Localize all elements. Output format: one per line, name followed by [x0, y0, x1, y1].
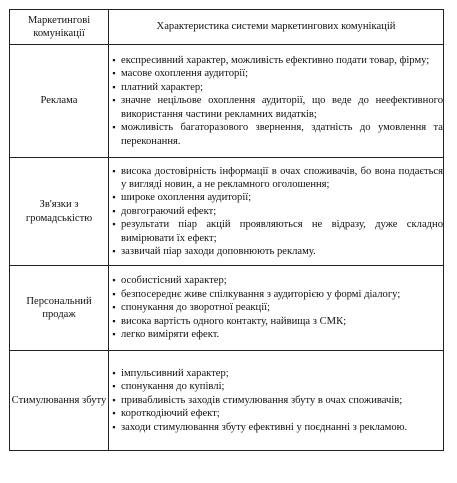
- list-item: [109, 380, 443, 393]
- list-item: [109, 367, 443, 380]
- characteristics-cell: [109, 45, 444, 158]
- list-item: [109, 394, 443, 407]
- square-bullet-icon: ▪: [112, 275, 116, 286]
- table-row: [10, 351, 444, 451]
- list-item-text: зазвичай піар заходи доповнюють рекламу.: [121, 246, 316, 258]
- list-item-text: довгограючий ефект;: [121, 205, 217, 217]
- list-item: [109, 165, 443, 192]
- list-item-text: безпосереднє живе спілкування з аудиторією у формі діалогу;: [121, 288, 401, 300]
- characteristics-cell: [109, 158, 444, 266]
- communication-type-cell: Стимулювання збуту: [10, 351, 109, 451]
- square-bullet-icon: ▪: [112, 329, 116, 340]
- square-bullet-icon: ▪: [112, 55, 116, 66]
- list-item: [109, 421, 443, 434]
- list-item-text: платний характер;: [121, 81, 204, 93]
- list-item-text: легко виміряти ефект.: [121, 329, 220, 341]
- list-item-text: привабливість заходів стимулювання збуту в очах споживачів;: [121, 394, 403, 406]
- list-item: [109, 67, 443, 80]
- list-item-text: значне нецільове охоплення аудиторії, що веде до неефективного використання частини рекламних видатків;: [121, 95, 443, 120]
- list-item: [109, 245, 443, 258]
- list-item-text: експресивний характер, можливість ефективно подати товар, фірму;: [121, 55, 430, 67]
- header-col-communications: Маркетингові комунікації: [10, 10, 109, 45]
- table-row: [10, 158, 444, 266]
- list-item: [109, 288, 443, 301]
- characteristics-cell: [109, 266, 444, 351]
- square-bullet-icon: ▪: [112, 394, 116, 405]
- table-row: [10, 266, 444, 351]
- marketing-communications-table: [9, 9, 444, 451]
- list-item-text: масове охоплення аудиторії;: [121, 68, 249, 80]
- square-bullet-icon: ▪: [112, 192, 116, 203]
- list-item-text: можливість багаторазового звернення, здатність до умовлення та переконання.: [121, 122, 443, 147]
- square-bullet-icon: ▪: [112, 315, 116, 326]
- square-bullet-icon: ▪: [112, 68, 116, 79]
- list-item-text: спонукання до купівлі;: [121, 381, 225, 393]
- square-bullet-icon: ▪: [112, 205, 116, 216]
- table-row: [10, 45, 444, 158]
- list-item-text: спонукання до зворотної реакції;: [121, 302, 271, 314]
- list-item: [109, 94, 443, 121]
- square-bullet-icon: ▪: [112, 246, 116, 257]
- square-bullet-icon: ▪: [112, 122, 116, 133]
- characteristics-list: [109, 367, 443, 434]
- list-item: [109, 301, 443, 314]
- list-item: [109, 205, 443, 218]
- list-item: [109, 54, 443, 67]
- characteristics-list: [109, 165, 443, 259]
- list-item-text: висока достовірність інформації в очах споживачів, бо вона подається у вигляді новин, а не рекламного оголошення;: [121, 165, 443, 190]
- square-bullet-icon: ▪: [112, 408, 116, 419]
- square-bullet-icon: ▪: [112, 95, 116, 106]
- list-item: [109, 328, 443, 341]
- square-bullet-icon: ▪: [112, 381, 116, 392]
- square-bullet-icon: ▪: [112, 302, 116, 313]
- square-bullet-icon: ▪: [112, 421, 116, 432]
- list-item: [109, 407, 443, 420]
- characteristics-cell: [109, 351, 444, 451]
- communication-type-cell: Реклама: [10, 45, 109, 158]
- list-item-text: особистісний характер;: [121, 275, 227, 287]
- characteristics-list: [109, 54, 443, 148]
- list-item-text: висока вартість одного контакту, найвища з СМК;: [121, 315, 347, 327]
- list-item-text: широке охоплення аудиторії;: [121, 192, 252, 204]
- list-item-text: короткодіючий ефект;: [121, 408, 220, 420]
- list-item: [109, 191, 443, 204]
- list-item-text: заходи стимулювання збуту ефективні у поєднанні з рекламою.: [121, 421, 408, 433]
- list-item: [109, 121, 443, 148]
- list-item: [109, 218, 443, 245]
- communication-type-cell: Зв'язки з громадськістю: [10, 158, 109, 266]
- square-bullet-icon: ▪: [112, 219, 116, 230]
- square-bullet-icon: ▪: [112, 165, 116, 176]
- list-item-text: результати піар акцій проявляються не відразу, дуже складно вимірювати їх ефект;: [121, 219, 443, 244]
- square-bullet-icon: ▪: [112, 288, 116, 299]
- header-col-characteristics: Характеристика системи маркетингових комунікацій: [109, 10, 444, 45]
- list-item-text: імпульсивний характер;: [121, 367, 229, 379]
- square-bullet-icon: ▪: [112, 81, 116, 92]
- list-item: [109, 274, 443, 287]
- table-header-row: [10, 10, 444, 45]
- list-item: [109, 315, 443, 328]
- characteristics-list: [109, 274, 443, 341]
- square-bullet-icon: ▪: [112, 367, 116, 378]
- list-item: [109, 81, 443, 94]
- communication-type-cell: Персональний продаж: [10, 266, 109, 351]
